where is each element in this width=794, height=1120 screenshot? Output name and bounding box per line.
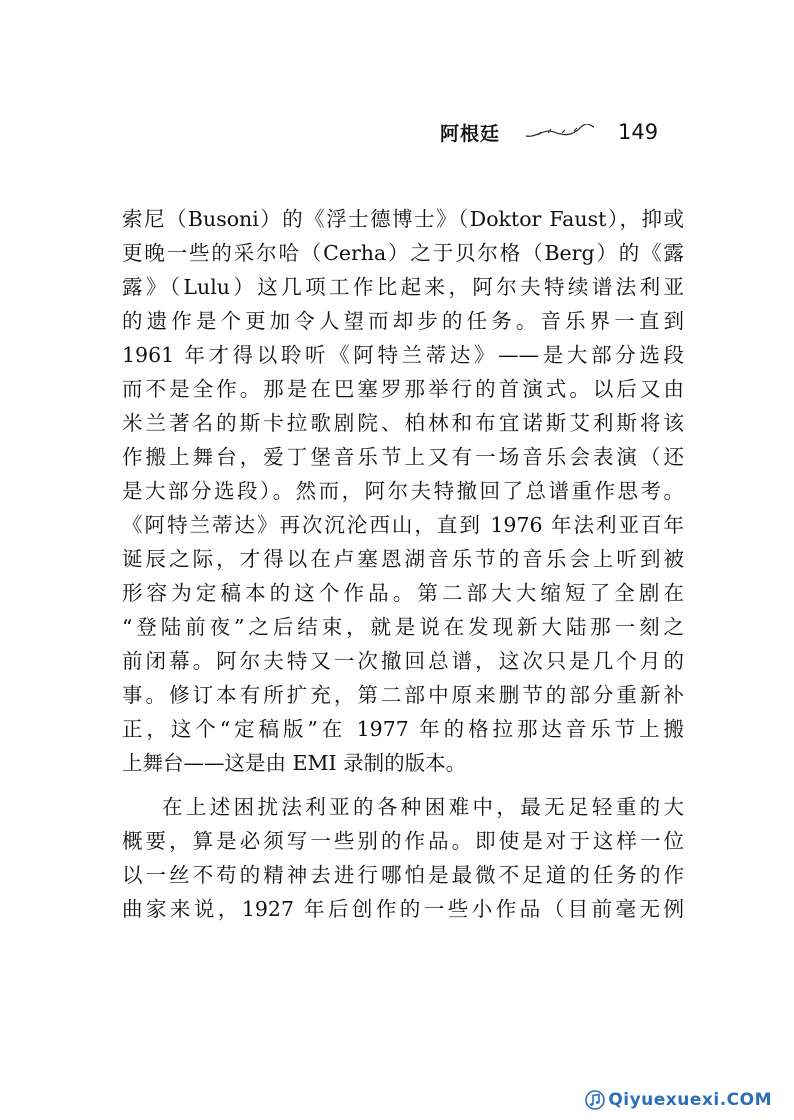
text-line: “登陆前夜”之后结束，就是说在发现新大陆那一刻之 xyxy=(122,615,684,639)
page-number: 149 xyxy=(618,120,659,144)
text-line: 概要，算是必须写一些别的作品。即使是对于这样一位 xyxy=(122,829,684,853)
text-line: 正，这个“定稿版”在 1977 年的格拉那达音乐节上搬 xyxy=(122,717,684,741)
text-line-last: 上舞台——这是由 EMI 录制的版本。 xyxy=(122,751,467,775)
body-text xyxy=(122,202,684,926)
text-line: 《阿特兰蒂达》再次沉沦西山，直到 1976 年法利亚百年 xyxy=(122,513,684,537)
text-line: 米兰著名的斯卡拉歌剧院、柏林和布宜诺斯艾利斯将该 xyxy=(122,411,684,435)
text-line: 更晚一些的采尔哈（Cerha）之于贝尔格（Berg）的《露 xyxy=(122,241,684,265)
text-line: 露》（Lulu）这几项工作比起来，阿尔夫特续谱法利亚 xyxy=(122,275,684,299)
music-note-icon xyxy=(585,1090,605,1110)
paragraph-1 xyxy=(122,202,684,780)
paragraph-2 xyxy=(122,790,684,926)
text-line: 的遗作是个更加令人望而却步的任务。音乐界一直到 xyxy=(122,309,684,333)
running-header xyxy=(440,116,658,148)
text-line: 是大部分选段）。然而，阿尔夫特撤回了总谱重作思考。 xyxy=(122,479,684,503)
text-line: 前闭幕。阿尔夫特又一次撤回总谱，这次只是几个月的 xyxy=(122,649,684,673)
site-watermark xyxy=(585,1090,772,1110)
text-line: 1961 年才得以聆听《阿特兰蒂达》——是大部分选段 xyxy=(122,343,684,367)
text-line: 以一丝不苟的精神去进行哪怕是最微不足道的任务的作 xyxy=(122,863,684,887)
watermark-text: Qiyuexuexi.COM xyxy=(608,1090,772,1110)
text-line: 事。修订本有所扩充，第二部中原来删节的部分重新补 xyxy=(122,683,684,707)
decorative-flourish-icon xyxy=(524,124,596,140)
text-line: 索尼（Busoni）的《浮士德博士》（Doktor Faust），抑或 xyxy=(122,207,684,231)
text-line: 作搬上舞台，爱丁堡音乐节上又有一场音乐会表演（还 xyxy=(122,445,684,469)
text-line: 诞辰之际，才得以在卢塞恩湖音乐节的音乐会上听到被 xyxy=(122,547,684,571)
text-line: 曲家来说，1927 年后创作的一些小作品（目前毫无例 xyxy=(122,897,684,921)
text-line-indented: 在上述困扰法利亚的各种困难中，最无足轻重的大 xyxy=(162,795,684,819)
text-line: 形容为定稿本的这个作品。第二部大大缩短了全剧在 xyxy=(122,581,684,605)
text-line: 而不是全作。那是在巴塞罗那举行的首演式。以后又由 xyxy=(122,377,684,401)
header-title: 阿根廷 xyxy=(440,122,501,145)
